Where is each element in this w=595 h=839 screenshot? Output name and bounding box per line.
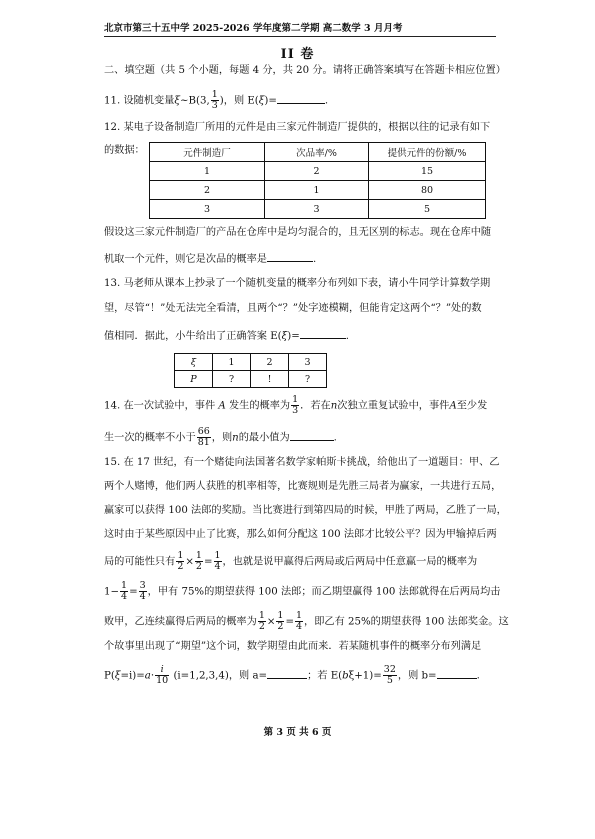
question-15-line-6: 1− $\frac{1}{4}$ = $\frac{3}{4}$ ，甲有 75%的期望获得 100 法郎；而乙期望赢得 100 法郎就得在后两局均击 [104, 580, 501, 602]
table-cell: ξ [175, 354, 213, 371]
fraction-one-third: $\frac{1}{3}$ [292, 394, 299, 416]
volume-title: II 卷 [280, 47, 315, 62]
question-15-line-3: 赢家可以获得 100 法郎的奖励。当比赛进行到第四局的时候，甲胜了两局，乙胜了一局， [104, 505, 507, 516]
fraction-66-81: $\frac{66}{81}$ [197, 426, 210, 448]
table-cell: 2 [265, 162, 369, 181]
table-cell: 2 [251, 354, 289, 371]
fraction-one-quarter: $\frac{1}{4}$ [296, 610, 303, 632]
answer-blank-13[interactable] [300, 328, 346, 339]
table-row [150, 181, 486, 200]
table-header-row [150, 143, 486, 162]
table-row [175, 371, 327, 388]
table-cell: 1 [265, 181, 369, 200]
answer-blank-11[interactable] [277, 93, 325, 104]
table-header-cell: 提供元件的份额/% [369, 143, 486, 162]
fraction-three-quarters: $\frac{3}{4}$ [139, 580, 146, 602]
question-11: 11. 设随机变量ξ~B(3, $\frac{1}{3}$ )，则 E(ξ)= . [104, 89, 329, 111]
table-cell: 15 [369, 162, 486, 181]
question-13-line-2: 望，尽管“！”处无法完全看清，且两个“？”处字迹模糊，但能肯定这两个“？”处的数 [104, 303, 482, 314]
table-row [150, 200, 486, 219]
question-13-line-3: 值相同．据此，小牛给出了正确答案 E(ξ)= . [104, 328, 349, 344]
table-cell: 1 [213, 354, 251, 371]
table-cell: 80 [369, 181, 486, 200]
fraction-32-5: $\frac{32}{5}$ [383, 664, 396, 686]
question-15-line-2: 两个人赌博，他们两人获胜的机率相等，比赛规则是先胜三局者为赢家，一共进行五局， [104, 481, 502, 492]
table-cell: 3 [150, 200, 265, 219]
fraction-i-over-ten: $\frac{i}{10}$ [156, 664, 169, 686]
table-row [175, 354, 327, 371]
question-12-line-3: 假设这三家元件制造厂的产品在仓库中是均匀混合的，且无区别的标志。现在仓库中随 [104, 227, 492, 238]
table-cell: P [175, 371, 213, 388]
question-14-line-1: 14. 在一次试验中，事件 A 发生的概率为 $\frac{1}{3}$ ．若在n次独立重复试验中，事件A至少发 [104, 394, 488, 416]
question-15-line-7: 败甲，乙连续赢得后两局的概率为 $\frac{1}{2}$ × $\frac{1}{2}$ = $\frac{1}{4}$ ，即乙有 25%的期望获得 100 法郎奖金。这 [104, 610, 509, 632]
supplier-table [149, 142, 486, 219]
table-header-cell: 次品率/% [265, 143, 369, 162]
question-15-line-4: 这时由于某些原因中止了比赛，那么如何分配这 100 法郎才比较公平？因为甲输掉后两 [104, 529, 497, 540]
page-footer: 第 3 页 共 6 页 [263, 727, 332, 738]
answer-blank-15b[interactable] [437, 668, 477, 679]
fraction-one-half: $\frac{1}{2}$ [277, 610, 284, 632]
table-cell: 3 [265, 200, 369, 219]
table-row [150, 162, 486, 181]
question-14-line-2: 生一次的概率不小于 $\frac{66}{81}$ ，则n的最小值为 . [104, 426, 337, 448]
question-13-line-1: 13. 马老师从课本上抄录了一个随机变量的概率分布列如下表，请小牛同学计算数学期 [104, 278, 491, 289]
fraction-one-quarter: $\frac{1}{4}$ [121, 580, 128, 602]
table-cell: ? [213, 371, 251, 388]
question-12-line-4: 机取一个元件，则它是次品的概率是 . [104, 251, 316, 267]
fraction-one-third: $\frac{1}{3}$ [211, 89, 218, 111]
table-header-cell: 元件制造厂 [150, 143, 265, 162]
question-15-line-8: 个故事里出现了“期望”这个词，数学期望由此而来．若某随机事件的概率分布列满足 [104, 641, 482, 652]
distribution-table [174, 353, 327, 388]
table-cell: ! [251, 371, 289, 388]
question-12-line-2: 的数据： [104, 145, 145, 156]
answer-blank-15a[interactable] [267, 668, 307, 679]
question-12-line-1: 12. 某电子设备制造厂所用的元件是由三家元件制造厂提供的，根据以往的记录有如下 [104, 122, 491, 133]
fraction-one-half: $\frac{1}{2}$ [177, 550, 184, 572]
answer-blank-12[interactable] [267, 251, 313, 262]
question-15-line-9: P(ξ=i)=a· $\frac{i}{10}$ (i=1,2,3,4)，则 a= ；若 E(bξ+1)= $\frac{32}{5}$ ，则 b= . [104, 664, 480, 686]
question-15-line-5: 局的可能性只有 $\frac{1}{2}$ × $\frac{1}{2}$ = $\frac{1}{4}$ ，也就是说甲赢得后两局或后两局中任意赢一局的概率为 [104, 550, 478, 572]
table-cell: ? [289, 371, 327, 388]
table-cell: 2 [150, 181, 265, 200]
answer-blank-14[interactable] [290, 430, 334, 441]
table-cell: 1 [150, 162, 265, 181]
page-header: 北京市第三十五中学 2025-2026 学年度第二学期 高二数学 3 月月考 [104, 20, 496, 37]
fraction-one-half: $\frac{1}{2}$ [195, 550, 202, 572]
table-cell: 3 [289, 354, 327, 371]
table-cell: 5 [369, 200, 486, 219]
fraction-one-half: $\frac{1}{2}$ [258, 610, 265, 632]
question-15-line-1: 15. 在 17 世纪，有一个赌徒向法国著名数学家帕斯卡挑战，给他出了一道题目：甲、乙 [104, 457, 500, 468]
section-instructions: 二、填空题（共 5 个小题，每题 4 分，共 20 分。请将正确答案填写在答题卡相应位置） [104, 65, 506, 76]
fraction-one-quarter: $\frac{1}{4}$ [214, 550, 221, 572]
